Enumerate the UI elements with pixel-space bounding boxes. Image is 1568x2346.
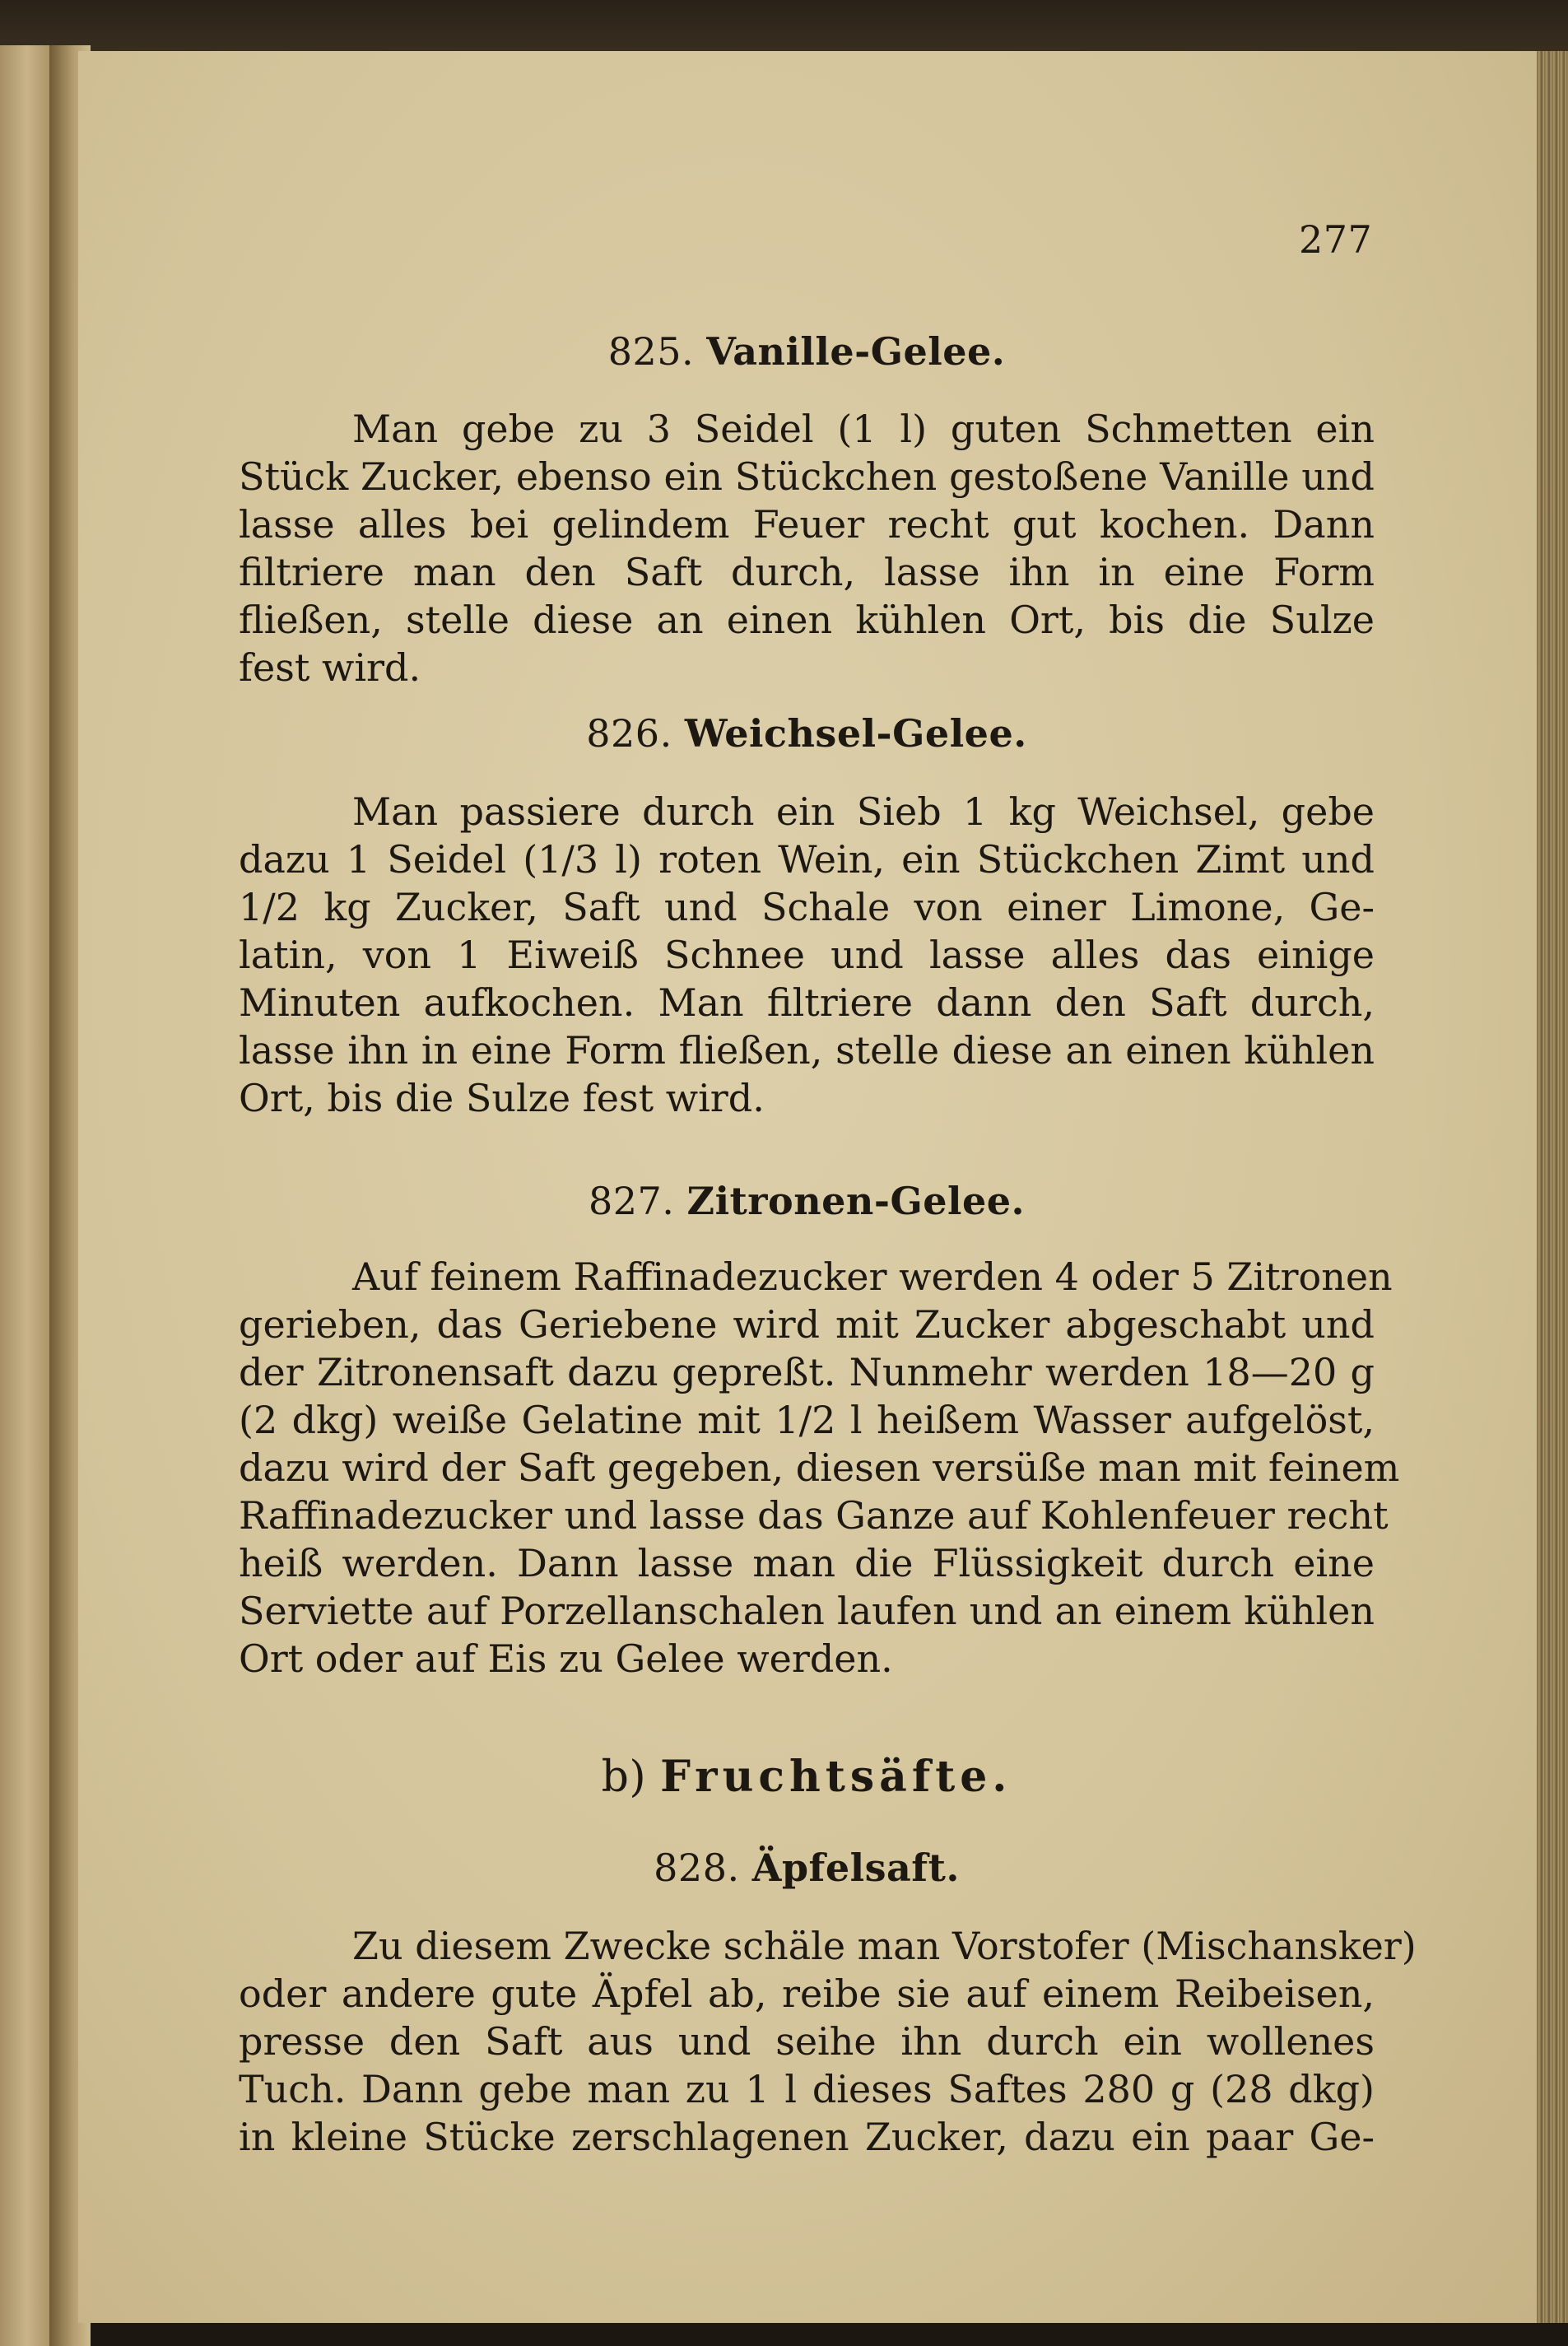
text-line: dazu 1 Seidel (1/3 l) roten Wein, ein Stückchen Zimt und [239,837,1375,882]
text-line: oder andere gute Äpfel ab, reibe sie auf einem Reibeisen, [239,1971,1375,2016]
section-heading [239,1753,1375,1801]
page-number: 277 [1299,217,1373,262]
recipe-number: 826. [586,711,672,756]
section-label: b) [601,1753,647,1802]
recipe-body-826 [239,788,1375,1122]
text-line: Stück Zucker, ebenso ein Stückchen gestoßene Vanille und [239,454,1375,499]
recipe-body-825 [239,405,1375,691]
text-line: presse den Saft aus und seihe ihn durch ein wollenes [239,2019,1375,2064]
page-stack-edge [1537,51,1568,2323]
recipe-title: Vanille-Gelee. [706,329,1006,374]
text-line: Man gebe zu 3 Seidel (1 l) guten Schmetten ein [352,407,1375,451]
text-line: Auf feinem Raffinadezucker werden 4 oder 5 Zitronen [352,1254,1393,1299]
recipe-heading-826 [239,710,1375,757]
recipe-title: Zitronen-Gelee. [686,1179,1026,1223]
text-line: Minuten aufkochen. Man filtriere dann den Saft durch, [239,980,1375,1025]
text-line: lasse alles bei gelindem Feuer recht gut kochen. Dann [239,502,1375,547]
text-line: dazu wird der Saft gegeben, diesen versüße man mit feinem [239,1445,1400,1490]
text-line: lasse ihn in eine Form fließen, stelle diese an einen kühlen [239,1028,1375,1073]
recipe-number: 825. [607,329,695,374]
recipe-heading-828 [239,1844,1375,1892]
text-line: fest wird. [239,645,421,690]
recipe-title: Weichsel-Gelee. [684,711,1027,756]
text-line: (2 dkg) weiße Gelatine mit 1/2 l heißem Wasser aufgelöst, [239,1398,1375,1442]
text-line: Ort oder auf Eis zu Gelee werden. [239,1636,893,1681]
text-line: Raffinadezucker und lasse das Ganze auf Kohlenfeuer recht [239,1493,1389,1538]
recipe-body-828 [239,1922,1417,2161]
recipe-heading-827 [239,1177,1375,1225]
section-title: Fruchtsäfte. [660,1752,1012,1802]
recipe-number: 828. [654,1846,740,1890]
text-line: der Zitronensaft dazu gepreßt. Nunmehr werden 18—20 g [239,1350,1375,1394]
text-line: Tuch. Dann gebe man zu 1 l dieses Saftes 280 g (28 dkg) [239,2067,1375,2111]
recipe-heading-825 [239,328,1375,375]
text-line: fließen, stelle diese an einen kühlen Ort, bis die Sulze [239,598,1375,642]
text-line: filtriere man den Saft durch, lasse ihn in eine Form [239,550,1375,594]
text-line: Man passiere durch ein Sieb 1 kg Weichsel, gebe [352,789,1375,834]
recipe-title: Äpfelsaft. [751,1846,960,1890]
text-line: gerieben, das Geriebene wird mit Zucker abgeschabt und [239,1302,1375,1347]
text-line: Zu diesem Zwecke schäle man Vorstofer (Mischansker) [352,1924,1417,1968]
text-line: heiß werden. Dann lasse man die Flüssigkeit durch eine [239,1541,1375,1585]
text-line: Ort, bis die Sulze fest wird. [239,1076,765,1120]
scan-background-top [0,0,1568,58]
text-line: Serviette auf Porzellanschalen laufen und an einem kühlen [239,1589,1375,1633]
text-line: in kleine Stücke zerschlagenen Zucker, dazu ein paar Ge- [239,2115,1375,2159]
recipe-number: 827. [588,1179,675,1223]
text-line: latin, von 1 Eiweiß Schnee und lasse alles das einige [239,933,1375,977]
text-line: 1/2 kg Zucker, Saft und Schale von einer Limone, Ge- [239,885,1375,929]
recipe-body-827 [239,1253,1400,1683]
